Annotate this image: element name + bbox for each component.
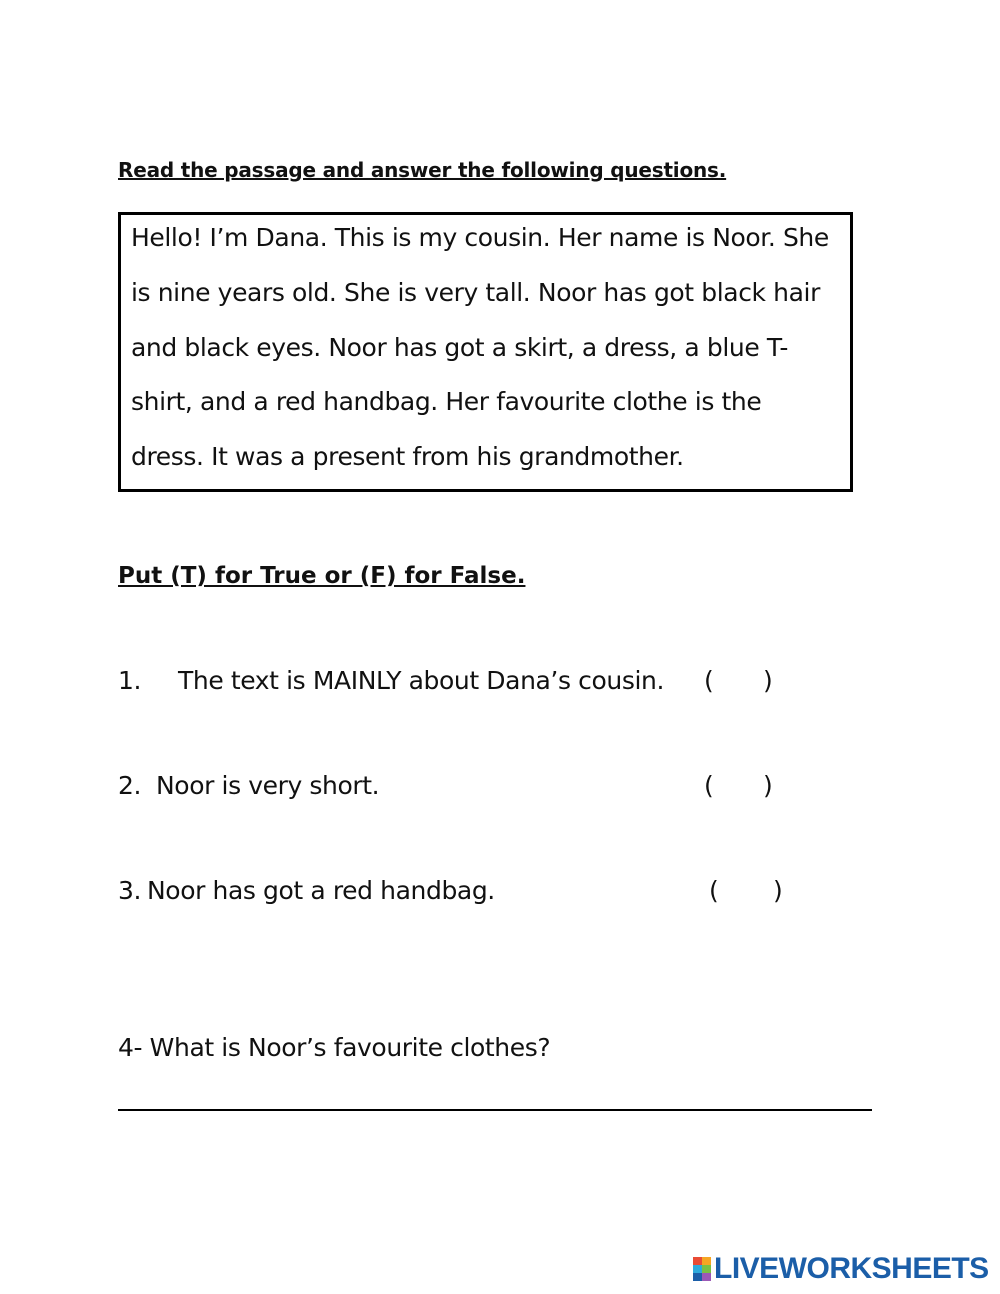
passage-line: and black eyes. Noor has got a skirt, a dress, a blue T- [131, 333, 789, 362]
question-1-answer-close: ) [763, 666, 773, 695]
question-2-answer-close: ) [763, 771, 773, 800]
question-3-answer-open: ( [709, 876, 719, 905]
question-3-text: Noor has got a red handbag. [147, 876, 495, 905]
question-2-number: 2. [118, 771, 142, 800]
logo-mark-icon [693, 1257, 711, 1281]
instruction-heading: Read the passage and answer the following questions. [118, 158, 727, 182]
passage-line: is nine years old. She is very tall. Noor has got black hair [131, 278, 820, 307]
question-3-number: 3. [118, 876, 142, 905]
question-1-number: 1. [118, 666, 142, 695]
logo-text: LIVEWORKSHEETS [714, 1252, 989, 1285]
passage-box [118, 212, 853, 492]
answer-line [118, 1109, 872, 1111]
passage-line: Hello! I’m Dana. This is my cousin. Her name is Noor. She [131, 223, 829, 252]
passage-line: dress. It was a present from his grandmother. [131, 442, 684, 471]
liveworksheets-logo [693, 1254, 989, 1284]
true-false-heading: Put (T) for True or (F) for False. [118, 563, 526, 589]
question-1-answer-open: ( [704, 666, 714, 695]
question-2-text: Noor is very short. [156, 771, 380, 800]
question-2-answer-open: ( [704, 771, 714, 800]
question-4-text: 4- What is Noor’s favourite clothes? [118, 1033, 551, 1062]
question-3-answer-close: ) [773, 876, 783, 905]
question-1-text: The text is MAINLY about Dana’s cousin. [178, 666, 664, 695]
passage-line: shirt, and a red handbag. Her favourite clothe is the [131, 387, 762, 416]
